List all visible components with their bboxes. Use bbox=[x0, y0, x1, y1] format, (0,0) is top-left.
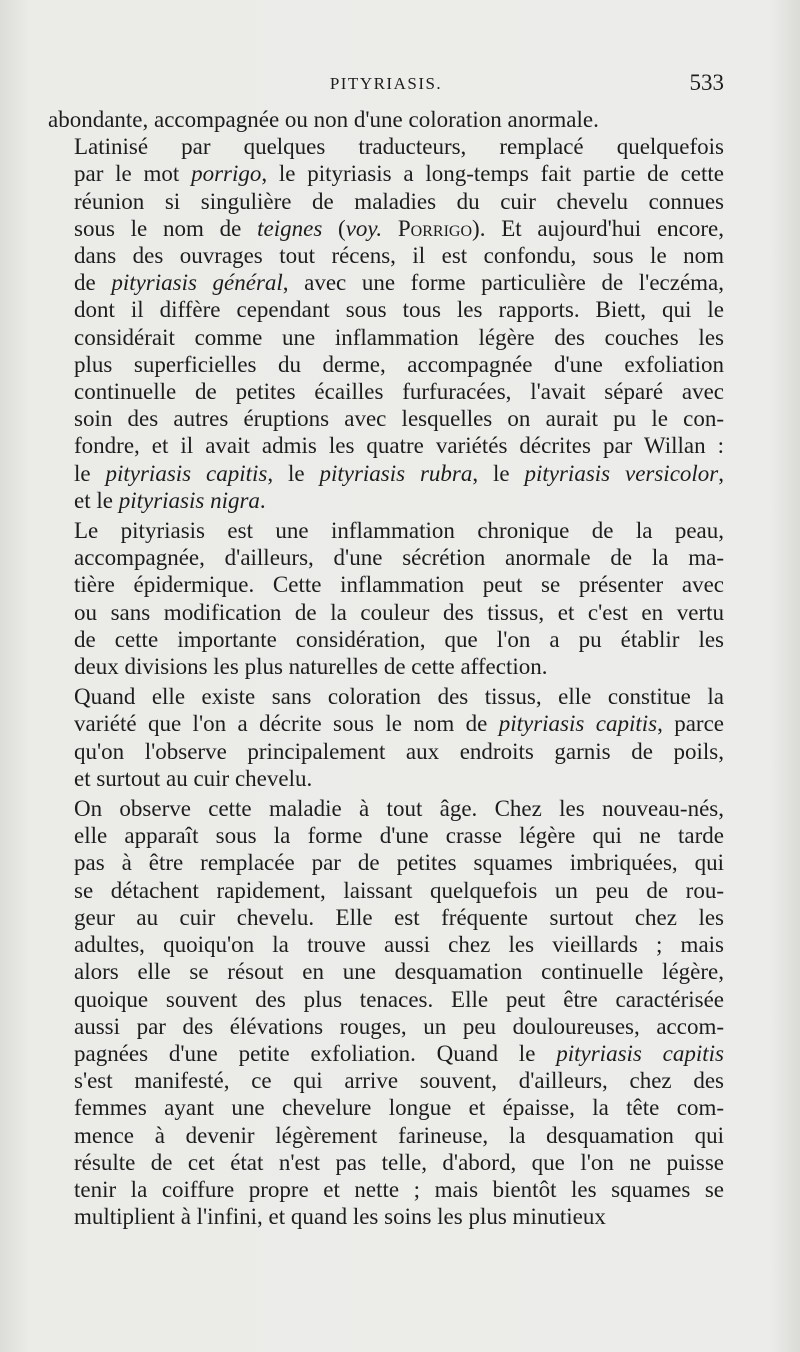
text-line: se détachent rapidement, laissant quelquefois un peu de rou- bbox=[74, 877, 724, 903]
text-line: de cette importante considération, que l'on a pu établir les bbox=[74, 626, 724, 652]
text-line: qu'on l'observe principalement aux endroits garnis de poils, bbox=[74, 738, 724, 764]
text-line: de pityriasis général, avec une forme particulière de l'eczéma, bbox=[74, 270, 724, 296]
text-line: Quand elle existe sans coloration des tissus, elle constitue la bbox=[74, 684, 724, 710]
text-line: par le mot porrigo, le pityriasis a long-temps fait partie de cette bbox=[74, 161, 725, 187]
text-line: pagnées d'une petite exfoliation. Quand le pityriasis capitis bbox=[74, 1040, 725, 1066]
text-line: sous le nom de teignes (voy. Porrigo). Et aujourd'hui encore, bbox=[74, 215, 724, 241]
paragraph bbox=[48, 683, 724, 792]
text-line: alors elle se résout en une desquamation continuelle légère, bbox=[74, 959, 724, 985]
paragraph bbox=[48, 133, 724, 514]
text-line: fondre, et il avait admis les quatre variétés décrites par Willan : bbox=[74, 433, 724, 459]
text-line: abondante, accompagnée ou non d'une coloration anormale. bbox=[48, 107, 599, 132]
running-head: PITYRIASIS. bbox=[329, 74, 443, 93]
text-line: continuelle de petites écailles furfuracées, l'avait séparé avec bbox=[74, 379, 724, 405]
text-line: deux divisions les plus naturelles de cette affection. bbox=[74, 654, 548, 680]
text-line: multiplient à l'infini, et quand les soins les plus minutieux bbox=[74, 1204, 606, 1230]
text-line: variété que l'on a décrite sous le nom de pityriasis capitis, parce bbox=[74, 711, 724, 737]
text-line: tenir la coiffure propre et nette ; mais bientôt les squames se bbox=[74, 1176, 724, 1202]
text-line: femmes ayant une chevelure longue et épaisse, la tête com- bbox=[74, 1095, 724, 1121]
text-line: quoique souvent des plus tenaces. Elle peut être caractérisée bbox=[74, 986, 724, 1012]
text-line: Latinisé par quelques traducteurs, remplacé quelquefois bbox=[74, 134, 724, 160]
paragraph bbox=[48, 106, 724, 133]
text-line: tière épidermique. Cette inflammation peut se présenter avec bbox=[74, 572, 724, 598]
body-text bbox=[48, 106, 724, 1230]
page-number: 533 bbox=[689, 70, 724, 95]
text-line: résulte de cet état n'est pas telle, d'abord, que l'on ne puisse bbox=[74, 1149, 724, 1175]
page-header bbox=[48, 70, 724, 100]
text-line: mence à devenir légèrement farineuse, la desquamation qui bbox=[74, 1122, 724, 1148]
text-line: dans des ouvrages tout récens, il est confondu, sous le nom bbox=[74, 243, 724, 269]
text-line: réunion si singulière de maladies du cuir chevelu connues bbox=[74, 188, 724, 214]
text-line: soin des autres éruptions avec lesquelles on aurait pu le con- bbox=[74, 406, 724, 432]
text-line: On observe cette maladie à tout âge. Chez les nouveau-nés, bbox=[74, 796, 724, 822]
text-line: considérait comme une inflammation légère des couches les bbox=[74, 324, 724, 350]
text-line: geur au cuir chevelu. Elle est fréquente surtout chez les bbox=[74, 904, 724, 930]
text-line: aussi par des élévations rouges, un peu douloureuses, accom- bbox=[74, 1013, 724, 1039]
text-line: elle apparaît sous la forme d'une crasse légère qui ne tarde bbox=[74, 823, 724, 849]
paragraph bbox=[48, 795, 724, 1230]
text-line: dont il diffère cependant sous tous les rapports. Biett, qui le bbox=[74, 297, 724, 323]
text-line: et surtout au cuir chevelu. bbox=[74, 765, 313, 791]
text-line: le pityriasis capitis, le pityriasis rubra, le pityriasis versicolor, bbox=[74, 460, 724, 486]
text-line: ou sans modification de la couleur des tissus, et c'est en vertu bbox=[74, 599, 724, 625]
text-line: s'est manifesté, ce qui arrive souvent, d'ailleurs, chez des bbox=[74, 1068, 724, 1094]
text-line: pas à être remplacée par de petites squames imbriquées, qui bbox=[74, 850, 724, 876]
text-line: accompagnée, d'ailleurs, d'une sécrétion anormale de la ma- bbox=[74, 545, 724, 571]
text-line: Le pityriasis est une inflammation chronique de la peau, bbox=[74, 518, 724, 544]
text-line: et le pityriasis nigra. bbox=[74, 487, 266, 513]
text-line: plus superficielles du derme, accompagnée d'une exfoliation bbox=[74, 351, 724, 377]
text-line: adultes, quoiqu'on la trouve aussi chez les vieillards ; mais bbox=[74, 932, 724, 958]
paragraph bbox=[48, 517, 724, 680]
